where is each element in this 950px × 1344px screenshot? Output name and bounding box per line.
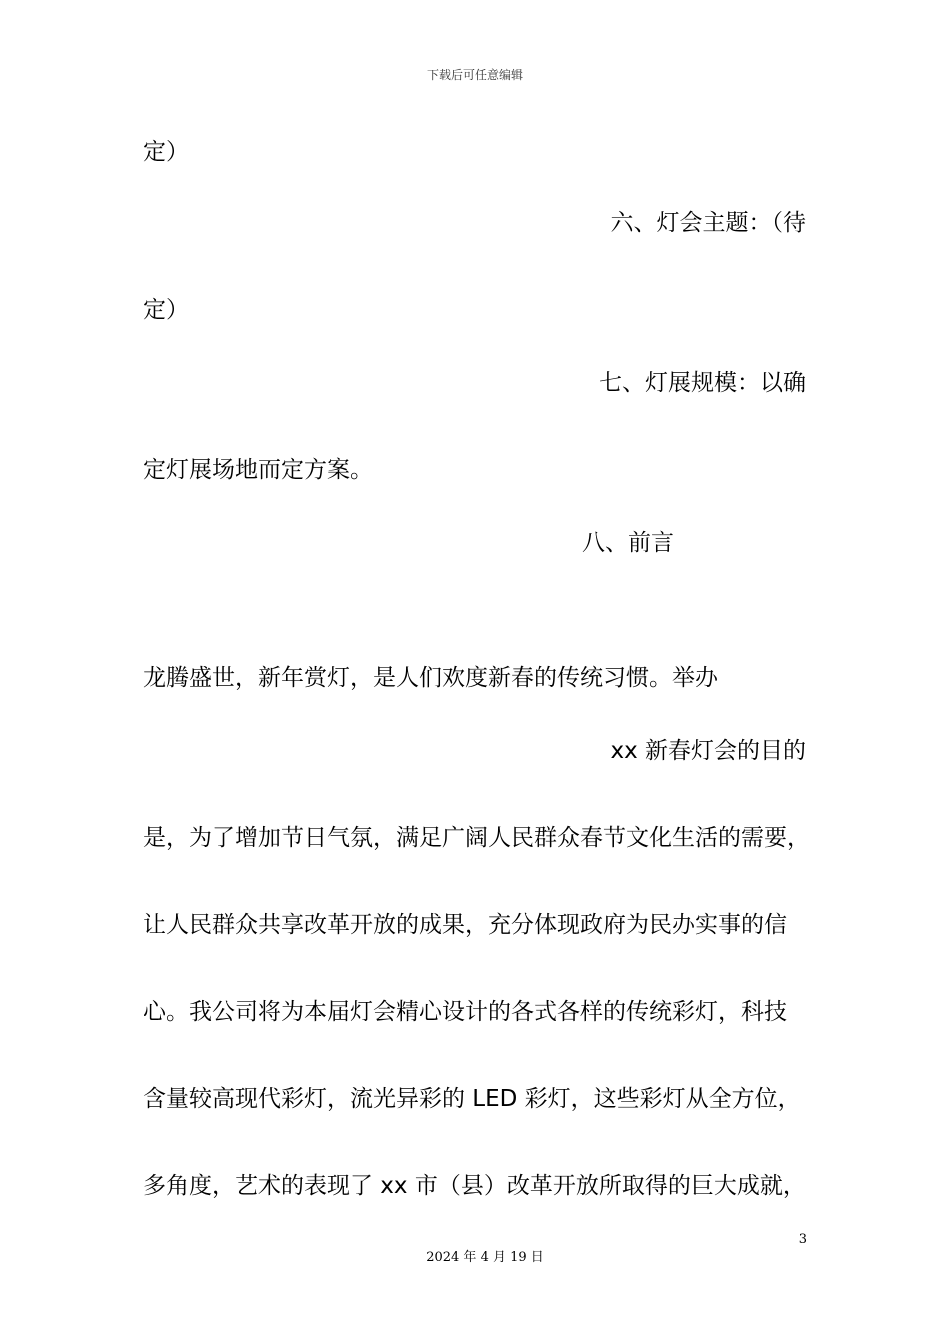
header-note: 下载后可任意编辑 xyxy=(426,68,523,82)
body-line-7: 龙腾盛世，新年赏灯，是人们欢度新春的传统习惯。举办 xyxy=(143,665,718,691)
section-heading-8: 八、前言 xyxy=(582,530,674,556)
body-line-13: 多角度，艺术的表现了 xx 市（县）改革开放所取得的巨大成就， xyxy=(143,1173,806,1199)
body-line-5: 定灯展场地而定方案。 xyxy=(143,457,373,483)
section-heading-6: 六、灯会主题：（待 xyxy=(610,210,806,236)
footer-date: 2024 年 4 月 19 日 xyxy=(426,1250,544,1265)
section-heading-7: 七、灯展规模：以确 xyxy=(599,370,806,396)
body-line-11: 心。我公司将为本届灯会精心设计的各式各样的传统彩灯，科技 xyxy=(143,999,787,1025)
body-line-9: 是，为了增加节日气氛，满足广阔人民群众春节文化生活的需要， xyxy=(143,825,810,851)
body-line-8: xx 新春灯会的目的 xyxy=(610,738,806,764)
body-line-3: 定） xyxy=(143,297,189,323)
body-line-1: 定） xyxy=(143,139,189,165)
body-line-10: 让人民群众共享改革开放的成果，充分体现政府为民办实事的信 xyxy=(143,912,787,938)
page-number: 3 xyxy=(798,1232,807,1247)
body-line-12: 含量较高现代彩灯，流光异彩的 LED 彩灯，这些彩灯从全方位， xyxy=(143,1086,801,1112)
